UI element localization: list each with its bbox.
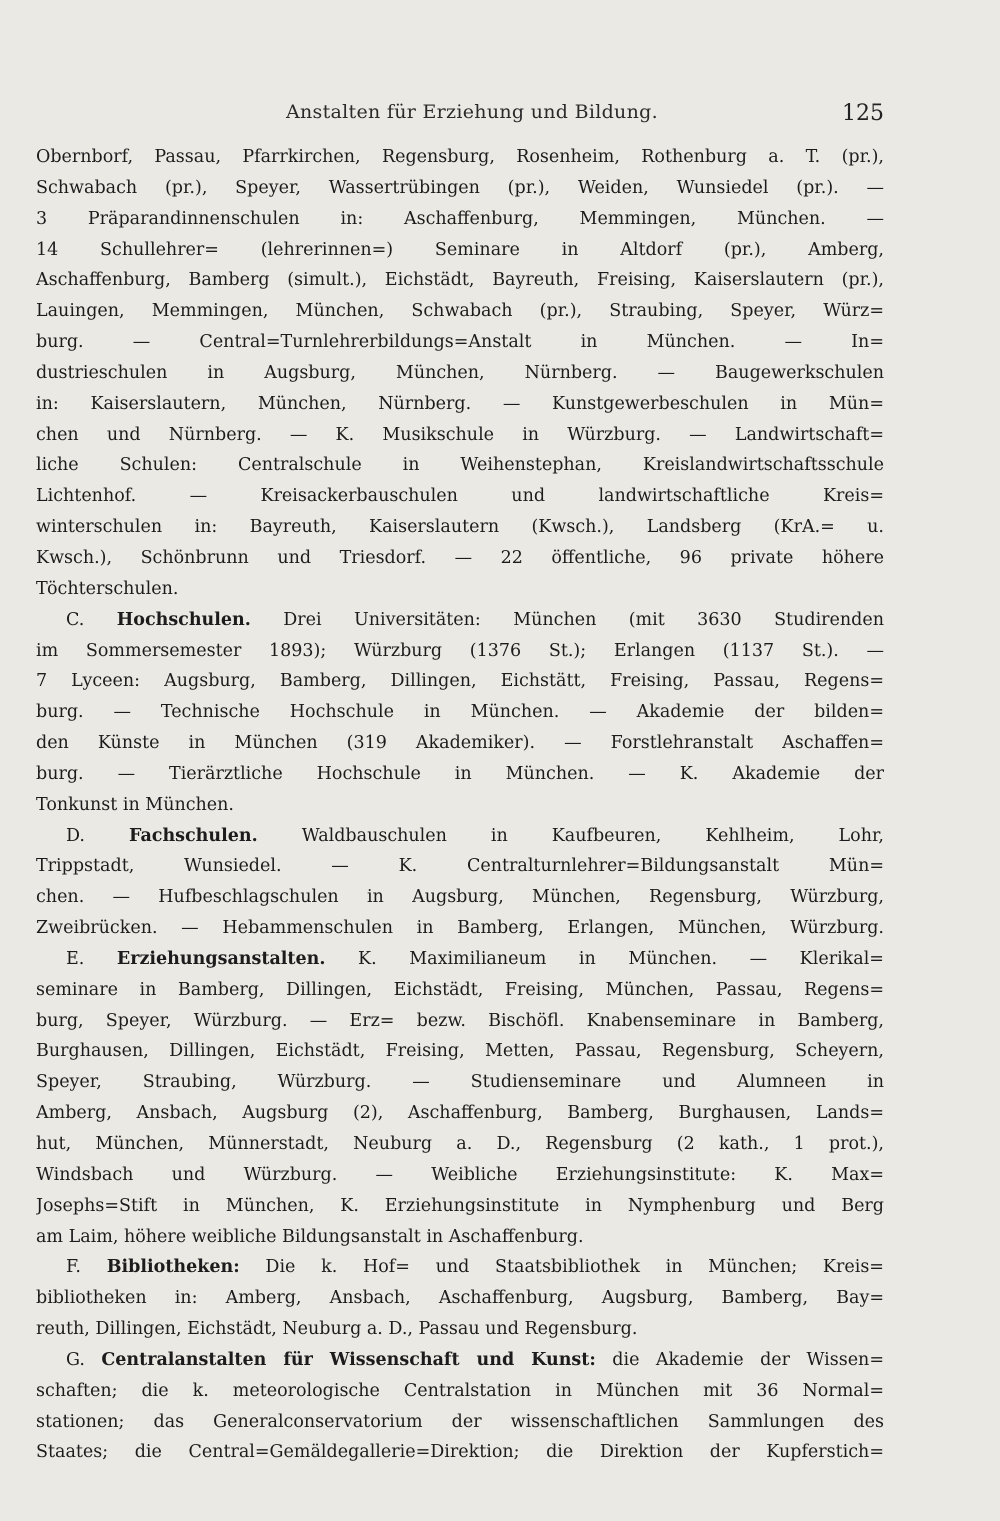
- text-line: [36, 790, 884, 821]
- section-heading: Hochschulen.: [116, 609, 251, 630]
- line-text: Amberg, Ansbach, Augsburg (2), Aschaffenburg, Bamberg, Burghausen, Lands=: [36, 1103, 884, 1124]
- text-line: [36, 173, 884, 204]
- text-line: [36, 389, 884, 420]
- line-text: Lauingen, Memmingen, München, Schwabach (pr.), Straubing, Speyer, Würz=: [36, 301, 884, 322]
- text-line: [36, 605, 884, 636]
- text-line: [36, 1191, 884, 1222]
- text-line: [36, 296, 884, 327]
- section-heading: Fachschulen.: [128, 825, 258, 846]
- text-line: [36, 666, 884, 697]
- text-line: [36, 1129, 884, 1160]
- line-text: am Laim, höhere weibliche Bildungsanstalt in Aschaffenburg.: [36, 1226, 584, 1247]
- line-text: Speyer, Straubing, Würzburg. — Studienseminare und Alumneen in: [36, 1072, 884, 1093]
- text-line: [36, 944, 884, 975]
- line-text: liche Schulen: Centralschule in Weihenstephan, Kreislandwirtschaftsschule: [36, 455, 884, 476]
- line-text: Aschaffenburg, Bamberg (simult.), Eichstädt, Bayreuth, Freising, Kaiserslautern (pr.),: [36, 270, 884, 291]
- text-line: [36, 1283, 884, 1314]
- line-text: Drei Universitäten: München (mit 3630 Studirenden: [283, 609, 884, 630]
- line-text: Staates; die Central=Gemäldegallerie=Direktion; die Direktion der Kupferstich=: [36, 1442, 884, 1463]
- text-line: [36, 728, 884, 759]
- text-line: [36, 636, 884, 667]
- text-line: [36, 759, 884, 790]
- text-line: [36, 543, 884, 574]
- text-line: [36, 1252, 884, 1283]
- text-line: [36, 235, 884, 266]
- line-text: die Akademie der Wissen=: [612, 1349, 884, 1370]
- line-text: Töchterschulen.: [36, 578, 179, 599]
- text-line: [36, 1036, 884, 1067]
- section-letter: F.: [66, 1257, 81, 1278]
- text-line: [36, 913, 884, 944]
- text-line: [36, 1006, 884, 1037]
- line-text: Die k. Hof= und Staatsbibliothek in München; Kreis=: [265, 1257, 884, 1278]
- section-heading: Bibliotheken:: [106, 1257, 240, 1278]
- section-letter: G.: [66, 1349, 85, 1370]
- line-text: reuth, Dillingen, Eichstädt, Neuburg a. D., Passau und Regensburg.: [36, 1319, 638, 1340]
- section-letter: C.: [66, 609, 85, 630]
- line-text: 14 Schullehrer= (lehrerinnen=) Seminare in Altdorf (pr.), Amberg,: [36, 239, 884, 260]
- line-text: chen und Nürnberg. — K. Musikschule in Würzburg. — Landwirtschaft=: [36, 424, 884, 445]
- line-text: hut, München, Münnerstadt, Neuburg a. D., Regensburg (2 kath., 1 prot.),: [36, 1134, 884, 1154]
- line-text: Tonkunst in München.: [36, 794, 234, 815]
- line-text: Waldbauschulen in Kaufbeuren, Kehlheim, Lohr,: [301, 825, 884, 846]
- section-heading: Erziehungsanstalten.: [116, 948, 326, 969]
- line-text: bibliotheken in: Amberg, Ansbach, Aschaffenburg, Augsburg, Bamberg, Bay=: [36, 1288, 884, 1309]
- text-line: [36, 142, 884, 173]
- text-line: [36, 1407, 884, 1438]
- text-line: [36, 327, 884, 358]
- text-line: [36, 1098, 884, 1129]
- line-text: Windsbach und Würzburg. — Weibliche Erziehungsinstitute: K. Max=: [36, 1164, 884, 1185]
- line-text: burg, Speyer, Würzburg. — Erz= bezw. Bischöfl. Knabenseminare in Bamberg,: [36, 1010, 884, 1031]
- text-line: [36, 851, 884, 882]
- text-line: [36, 1437, 884, 1468]
- line-text: stationen; das Generalconservatorium der wissenschaftlichen Sammlungen des: [36, 1411, 884, 1432]
- line-text: Trippstadt, Wunsiedel. — K. Centralturnlehrer=Bildungsanstalt Mün=: [36, 856, 884, 877]
- line-text: burg. — Technische Hochschule in München. — Akademie der bilden=: [36, 702, 884, 723]
- line-text: Burghausen, Dillingen, Eichstädt, Freising, Metten, Passau, Regensburg, Scheyern,: [36, 1041, 884, 1062]
- text-line: [36, 420, 884, 451]
- line-text: burg. — Central=Turnlehrerbildungs=Anstalt in München. — In=: [36, 332, 884, 353]
- section-letter: E.: [66, 948, 85, 969]
- line-text: K. Maximilianeum in München. — Klerikal=: [358, 948, 884, 969]
- line-text: im Sommersemester 1893); Würzburg (1376 St.); Erlangen (1137 St.). —: [36, 640, 884, 661]
- text-line: [36, 204, 884, 235]
- text-line: [36, 265, 884, 296]
- text-line: [36, 975, 884, 1006]
- running-head: Anstalten für Erziehung und Bildung.: [286, 101, 658, 123]
- line-text: chen. — Hufbeschlagschulen in Augsburg, München, Regensburg, Würzburg,: [36, 887, 884, 908]
- line-text: den Künste in München (319 Akademiker). — Forstlehranstalt Aschaffen=: [36, 733, 884, 754]
- line-text: Zweibrücken. — Hebammenschulen in Bamberg, Erlangen, München, Würzburg.: [36, 918, 884, 939]
- text-line: [36, 1376, 884, 1407]
- text-line: [36, 1222, 884, 1253]
- line-text: in: Kaiserslautern, München, Nürnberg. — Kunstgewerbeschulen in Mün=: [36, 393, 884, 414]
- text-line: [36, 1314, 884, 1345]
- line-text: seminare in Bamberg, Dillingen, Eichstädt, Freising, München, Passau, Regens=: [36, 979, 884, 1000]
- section-letter: D.: [66, 825, 85, 846]
- text-line: [36, 481, 884, 512]
- text-line: [36, 512, 884, 543]
- line-text: 7 Lyceen: Augsburg, Bamberg, Dillingen, Eichstätt, Freising, Passau, Regens=: [36, 671, 884, 692]
- line-text: Schwabach (pr.), Speyer, Wassertrübingen (pr.), Weiden, Wunsiedel (pr.). —: [36, 177, 884, 198]
- text-line: [36, 358, 884, 389]
- section-heading: Centralanstalten für Wissenschaft und Kunst:: [101, 1349, 596, 1370]
- text-line: [36, 450, 884, 481]
- text-line: [36, 821, 884, 852]
- text-line: [36, 882, 884, 913]
- line-text: 3 Präparandinnenschulen in: Aschaffenburg, Memmingen, München. —: [36, 208, 884, 229]
- line-text: winterschulen in: Bayreuth, Kaiserslautern (Kwsch.), Landsberg (KrA.= u.: [36, 517, 884, 538]
- text-line: [36, 1160, 884, 1191]
- text-line: [36, 574, 884, 605]
- line-text: Kwsch.), Schönbrunn und Triesdorf. — 22 öffentliche, 96 private höhere: [36, 547, 884, 568]
- text-line: [36, 697, 884, 728]
- text-line: [36, 1345, 884, 1376]
- line-text: dustrieschulen in Augsburg, München, Nürnberg. — Baugewerkschulen: [36, 362, 884, 383]
- line-text: Lichtenhof. — Kreisackerbauschulen und landwirtschaftliche Kreis=: [36, 486, 884, 507]
- text-line: [36, 1067, 884, 1098]
- line-text: burg. — Tierärztliche Hochschule in München. — K. Akademie der: [36, 763, 884, 784]
- body-text: [36, 142, 884, 1468]
- line-text: schaften; die k. meteorologische Centralstation in München mit 36 Normal=: [36, 1380, 884, 1401]
- line-text: Obernborf, Passau, Pfarrkirchen, Regensburg, Rosenheim, Rothenburg a. T. (pr.),: [36, 147, 884, 167]
- line-text: Josephs=Stift in München, K. Erziehungsinstitute in Nymphenburg und Berg: [36, 1195, 884, 1216]
- page-number: 125: [842, 101, 884, 126]
